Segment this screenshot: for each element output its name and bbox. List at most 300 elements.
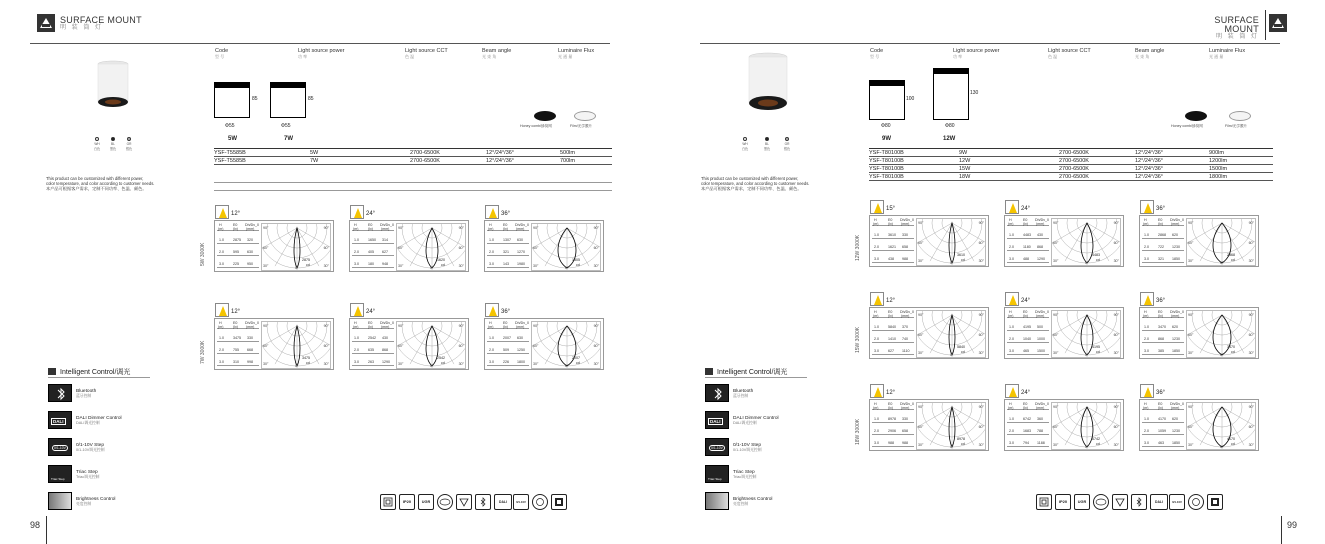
- polar-cd-unit: cd: [441, 263, 445, 267]
- photometry-value: 465: [1023, 349, 1029, 353]
- photometry-value: 1230: [1172, 245, 1180, 249]
- table-cell-beam: 12°/24°/36°: [486, 150, 515, 156]
- v010-text: 0/1-10V: [54, 446, 66, 450]
- photometry-value: 988: [888, 441, 894, 445]
- col-beam: Beam angle 光 束 角: [1135, 48, 1165, 59]
- control-rule: [48, 377, 150, 378]
- control-item-sublabel: 蓝牙控制: [733, 394, 749, 398]
- photometry-unit: (lx): [368, 325, 373, 329]
- photometry-row-label: 15W 3000K: [855, 326, 861, 353]
- photometry-unit: (mm): [1171, 222, 1180, 226]
- polar-angle-label: 90°: [263, 226, 269, 230]
- photometry-value: 1188: [1037, 441, 1045, 445]
- photometry-value: 1410: [888, 337, 896, 341]
- photometry-value: 3.0: [1144, 257, 1149, 261]
- photometry-card: [1139, 298, 1259, 359]
- col-cct: Light source CCT 色 温: [1048, 48, 1091, 59]
- beam-cone-icon: [870, 292, 884, 306]
- polar-angle-label: 0°: [1220, 445, 1224, 449]
- polar-diagram: [916, 218, 986, 266]
- polar-curve: [397, 322, 466, 369]
- polar-diagram: [1051, 402, 1121, 450]
- photometry-value: 755: [233, 348, 239, 352]
- polar-angle-label: 30°: [458, 264, 464, 268]
- photometry-unit: (mm): [246, 325, 255, 329]
- polar-cd-unit: cd: [306, 361, 310, 365]
- photometry-card: [1004, 390, 1124, 451]
- polar-angle-label: 90°: [1248, 313, 1254, 317]
- watt-label: 5W: [228, 136, 237, 142]
- photometry-value: 1059: [1158, 429, 1166, 433]
- photometry-card: [1139, 206, 1259, 267]
- photometry-value: 868: [1158, 337, 1164, 341]
- photometry-table: [1142, 218, 1184, 266]
- product-photo: [96, 60, 130, 110]
- col-power: Light source power 功 率: [298, 48, 345, 59]
- photometry-table: [217, 223, 259, 271]
- photometry-head: Dh/Dv_0: [515, 321, 529, 325]
- watt-label: 12W: [943, 136, 956, 142]
- polar-angle-label: 30°: [1053, 351, 1059, 355]
- photometry-header: [217, 223, 259, 231]
- polar-angle-label: 0°: [430, 364, 434, 368]
- product-photo: [747, 52, 789, 114]
- beam-cone-icon: [485, 303, 499, 317]
- polar-angle-label: 0°: [950, 353, 954, 357]
- option-white-dot: [95, 137, 99, 141]
- table-cell-beam: 12°/24°/36°: [486, 158, 515, 164]
- header-rule: [700, 43, 1280, 44]
- photometry-head: E0: [1023, 402, 1028, 406]
- control-item-sublabel: Triac调光控制: [76, 475, 100, 479]
- control-item-sublabel: DALI调光控制: [76, 421, 100, 425]
- option-black-dot: [111, 137, 115, 141]
- photometry-value: 430: [382, 336, 388, 340]
- photometry-head: H: [1144, 218, 1147, 222]
- polar-angle-label: 90°: [458, 226, 464, 230]
- film-label: Film/光学膜片: [1225, 124, 1248, 128]
- beam-angle-label: 12°: [231, 309, 241, 315]
- photometry-value: 788: [1037, 429, 1043, 433]
- polar-angle-label: 30°: [978, 259, 984, 263]
- option-black-dot: [765, 137, 769, 141]
- photometry-header: [1142, 310, 1184, 318]
- photometry-card: [349, 309, 469, 370]
- height-label: 100: [906, 96, 915, 102]
- photometry-value: 321: [1158, 257, 1164, 261]
- beam-cone-icon: [215, 205, 229, 219]
- photometry-row-label: 7W 3000K: [200, 340, 206, 364]
- beam-cone-icon: [1140, 292, 1154, 306]
- photometry-row: [352, 359, 394, 366]
- photometry-value: 2.0: [219, 348, 224, 352]
- product-description: This product can be customized with different power, color temperature, and color according to customer needs. 本产品可根据客户需求，定制不同功率、色温、颜色。: [701, 176, 810, 191]
- photometry-value: 998: [247, 360, 253, 364]
- ccc-icon: [437, 494, 453, 510]
- photometry-card: [869, 206, 989, 267]
- table-cell-power: 9W: [959, 150, 968, 156]
- photometry-value: 950: [247, 262, 253, 266]
- polar-angle-label: 90°: [1053, 313, 1059, 317]
- triangle-icon: [1112, 494, 1128, 510]
- honeycomb-swatch: [534, 111, 556, 121]
- photometry-row: [352, 335, 394, 342]
- photometry-card: [869, 298, 989, 359]
- polar-diagram: [396, 321, 466, 369]
- polar-angle-label: 90°: [978, 313, 984, 317]
- photometry-unit: (lx): [888, 222, 893, 226]
- photometry-value: 2.0: [874, 429, 879, 433]
- photometry-header: [1142, 402, 1184, 410]
- left-page: [0, 0, 662, 544]
- photometry-unit: (mm): [1171, 406, 1180, 410]
- photometry-row: [872, 416, 914, 423]
- polar-curve: [917, 219, 986, 266]
- photometry-head: Dh/Dv_0: [245, 223, 259, 227]
- photometry-value: 1230: [1172, 337, 1180, 341]
- photometry-row: [1142, 348, 1184, 355]
- control-item-label: Brightness Control: [76, 497, 116, 502]
- polar-cd-value: 4195: [1092, 345, 1100, 349]
- beam-angle-label: 12°: [886, 298, 896, 304]
- table-cell-cct: 2700-6500K: [1059, 166, 1089, 172]
- polar-angle-label: 30°: [323, 264, 329, 268]
- dimmer-cert-text: 0/1-10V: [1172, 500, 1182, 504]
- photometry-value: 1110: [902, 349, 910, 353]
- photometry-header: [487, 321, 529, 329]
- polar-angle-label: 90°: [978, 405, 984, 409]
- control-title: Intelligent Control/调光: [60, 369, 131, 376]
- polar-angle-label: 60°: [1248, 425, 1254, 429]
- photometry-value: 948: [382, 262, 388, 266]
- polar-angle-label: 30°: [1188, 443, 1194, 447]
- photometry-unit: (mm): [1036, 314, 1045, 318]
- photometry-unit: (lx): [1023, 314, 1028, 318]
- photometry-value: 1.0: [1144, 233, 1149, 237]
- photometry-value: 620: [1172, 417, 1178, 421]
- photometry-header: [872, 310, 914, 318]
- polar-cd-unit: cd: [961, 350, 965, 354]
- photometry-value: 3.0: [1009, 441, 1014, 445]
- photometry-value: 1.0: [219, 336, 224, 340]
- photometry-head: H: [354, 223, 357, 227]
- polar-angle-label: 60°: [458, 344, 464, 348]
- photometry-row: [1007, 416, 1049, 423]
- option-white-dot: [743, 137, 747, 141]
- polar-cd-value: 8978: [957, 437, 965, 441]
- photometry-value: 630: [517, 336, 523, 340]
- control-item-sublabel: 蓝牙控制: [76, 394, 92, 398]
- photometry-value: 1230: [1172, 429, 1180, 433]
- polar-angle-label: 30°: [533, 362, 539, 366]
- photometry-head: E0: [888, 218, 893, 222]
- ugr-icon: [418, 494, 434, 510]
- photometry-card: [869, 390, 989, 451]
- photometry-value: 3.0: [1144, 441, 1149, 445]
- photometry-table: [1142, 310, 1184, 358]
- page-number: 98: [30, 520, 41, 530]
- photometry-row: [872, 440, 914, 447]
- photometry-value: 226: [503, 360, 509, 364]
- polar-angle-label: 60°: [1188, 425, 1194, 429]
- photometry-value: 1850: [1172, 257, 1180, 261]
- photometry-unit: (m): [873, 406, 879, 410]
- polar-angle-label: 30°: [918, 443, 924, 447]
- photometry-value: 1.0: [219, 238, 224, 242]
- polar-angle-label: 90°: [398, 226, 404, 230]
- table-cell-flux: 500lm: [560, 150, 575, 156]
- photometry-unit: (mm): [516, 227, 525, 231]
- photometry-value: 868: [382, 348, 388, 352]
- beam-angle-label: 12°: [886, 390, 896, 396]
- triac-cert-icon: [1188, 494, 1204, 510]
- photometry-row: [352, 237, 394, 244]
- photometry-value: 988: [902, 441, 908, 445]
- polar-angle-label: 0°: [1085, 353, 1089, 357]
- ip20-icon: [1055, 494, 1071, 510]
- photometry-row: [1142, 336, 1184, 343]
- control-item-label: DALI Dimmer Control: [733, 416, 779, 421]
- photometry-row: [1142, 324, 1184, 331]
- polar-angle-label: 90°: [1188, 221, 1194, 225]
- polar-cd-value: 1620: [437, 258, 445, 262]
- polar-angle-label: 0°: [295, 266, 299, 270]
- control-item-sublabel: Triac调光控制: [733, 475, 757, 479]
- photometry-head: Dh/Dv_0: [1170, 310, 1184, 314]
- dimension-drawing: [869, 80, 905, 120]
- photometry-value: 1.0: [874, 417, 879, 421]
- photometry-unit: (m): [353, 325, 359, 329]
- control-item-label: Bluetooth: [733, 389, 754, 394]
- polar-diagram: [396, 223, 466, 271]
- photometry-value: 310: [233, 360, 239, 364]
- polar-diagram: [1051, 310, 1121, 358]
- polar-angle-label: 30°: [1248, 351, 1254, 355]
- photometry-head: Dh/Dv_0: [245, 321, 259, 325]
- photometry-value: 722: [1158, 245, 1164, 249]
- photometry-value: 2875: [233, 238, 241, 242]
- photometry-unit: (mm): [901, 314, 910, 318]
- photometry-table: [1007, 402, 1049, 450]
- photometry-value: 2.0: [1009, 429, 1014, 433]
- option-label: BL 黑色: [763, 142, 771, 151]
- polar-angle-label: 90°: [593, 324, 599, 328]
- polar-cd-value: 4483: [1092, 253, 1100, 257]
- photometry-value: 1290: [382, 360, 390, 364]
- photometry-value: 360: [1037, 417, 1043, 421]
- photometry-value: 635: [368, 348, 374, 352]
- polar-diagram: [1051, 218, 1121, 266]
- photometry-value: 330: [247, 336, 253, 340]
- photometry-table: [872, 218, 914, 266]
- option-silver-dot: [127, 137, 131, 141]
- photometry-value: 1500: [1037, 349, 1045, 353]
- dimension-drawing: [270, 82, 306, 118]
- photometry-value: 3.0: [354, 360, 359, 364]
- option-label: GR 银色: [125, 142, 133, 151]
- beam-angle-label: 24°: [1021, 206, 1031, 212]
- polar-cd-unit: cd: [1096, 350, 1100, 354]
- polar-angle-label: 60°: [1053, 425, 1059, 429]
- photometry-unit: (lx): [1158, 314, 1163, 318]
- polar-diagram: [1186, 218, 1256, 266]
- control-item-sublabel: 0/1-10V调光控制: [733, 448, 762, 452]
- table-cell-cct: 2700-6500K: [1059, 158, 1089, 164]
- option-label: WH 白色: [93, 142, 101, 151]
- polar-diagram: [916, 402, 986, 450]
- photometry-row: [872, 232, 914, 239]
- polar-angle-label: 30°: [978, 351, 984, 355]
- polar-angle-label: 60°: [978, 241, 984, 245]
- option-label: BL 黑色: [109, 142, 117, 151]
- photometry-value: 430: [1037, 233, 1043, 237]
- polar-cd-unit: cd: [1231, 442, 1235, 446]
- photometry-value: 3470: [1158, 325, 1166, 329]
- photometry-unit: (m): [1143, 406, 1149, 410]
- polar-cd-unit: cd: [441, 361, 445, 365]
- polar-angle-label: 0°: [1220, 353, 1224, 357]
- photometry-row: [487, 261, 529, 268]
- table-cell-cct: 2700-6500K: [1059, 150, 1089, 156]
- photometry-head: Dh/Dv_0: [1170, 218, 1184, 222]
- polar-angle-label: 60°: [1188, 333, 1194, 337]
- polar-angle-label: 60°: [1053, 241, 1059, 245]
- photometry-card: [484, 309, 604, 370]
- flicker-free-icon: [1207, 494, 1223, 510]
- photometry-unit: (lx): [1023, 406, 1028, 410]
- photometry-head: H: [1009, 310, 1012, 314]
- polar-angle-label: 60°: [1113, 333, 1119, 337]
- photometry-row: [487, 249, 529, 256]
- photometry-value: 1.0: [1144, 325, 1149, 329]
- photometry-row: [487, 237, 529, 244]
- polar-angle-label: 30°: [918, 351, 924, 355]
- table-cell-cct: 2700-6500K: [410, 150, 440, 156]
- triac-cert-icon: [532, 494, 548, 510]
- col-code: Code 型 号: [870, 48, 884, 59]
- control-item-sublabel: 0/1-10V调光控制: [76, 448, 105, 452]
- photometry-value: 3610: [888, 233, 896, 237]
- beam-cone-icon: [215, 303, 229, 317]
- polar-angle-label: 90°: [1053, 405, 1059, 409]
- photometry-value: 320: [247, 238, 253, 242]
- photometry-value: 3.0: [489, 360, 494, 364]
- photometry-header: [352, 223, 394, 231]
- beam-cone-icon: [870, 384, 884, 398]
- photometry-head: Dh/Dv_0: [1035, 218, 1049, 222]
- photometry-value: 2.0: [489, 250, 494, 254]
- polar-angle-label: 0°: [295, 364, 299, 368]
- table-cell-code: YSF-T80100B: [869, 158, 904, 164]
- polar-cd-value: 2868: [1227, 253, 1235, 257]
- photometry-header: [1142, 218, 1184, 226]
- photometry-value: 438: [888, 257, 894, 261]
- polar-angle-label: 0°: [565, 364, 569, 368]
- photometry-value: 8978: [888, 417, 896, 421]
- photometry-head: H: [874, 310, 877, 314]
- polar-cd-value: 3610: [957, 253, 965, 257]
- bluetooth-icon: [705, 384, 729, 402]
- photometry-header: [1007, 402, 1049, 410]
- polar-cd-value: 1305: [572, 258, 580, 262]
- photometry-head: Dh/Dv_0: [380, 321, 394, 325]
- photometry-head: H: [219, 321, 222, 325]
- polar-angle-label: 30°: [918, 259, 924, 263]
- photometry-value: 1980: [517, 262, 525, 266]
- photometry-card: [214, 309, 334, 370]
- photometry-unit: (mm): [901, 222, 910, 226]
- photometry-value: 488: [1023, 257, 1029, 261]
- photometry-value: 1307: [503, 238, 511, 242]
- polar-angle-label: 60°: [593, 246, 599, 250]
- photometry-head: Dh/Dv_0: [515, 223, 529, 227]
- table-row: [214, 149, 612, 157]
- photometry-head: H: [1009, 218, 1012, 222]
- polar-angle-label: 60°: [593, 344, 599, 348]
- photometry-unit: (mm): [381, 227, 390, 231]
- polar-angle-label: 0°: [1220, 261, 1224, 265]
- beam-cone-icon: [1140, 384, 1154, 398]
- photometry-value: 385: [1158, 349, 1164, 353]
- header-rule: [1265, 10, 1266, 40]
- photometry-head: H: [874, 218, 877, 222]
- table-row: [214, 157, 612, 165]
- photometry-value: 2007: [503, 336, 511, 340]
- photometry-table: [872, 310, 914, 358]
- option-label: WH 白色: [741, 142, 749, 151]
- photometry-unit: (m): [218, 325, 224, 329]
- dimmer-010v-icon: [48, 438, 72, 456]
- photometry-unit: (m): [1143, 314, 1149, 318]
- table-rule: [214, 182, 612, 183]
- polar-angle-label: 60°: [918, 425, 924, 429]
- film-swatch: [1229, 111, 1251, 121]
- photometry-row: [1142, 440, 1184, 447]
- polar-angle-label: 30°: [1053, 443, 1059, 447]
- photometry-unit: (lx): [233, 227, 238, 231]
- photometry-value: 630: [247, 250, 253, 254]
- ip-text: IP20: [402, 499, 412, 504]
- polar-angle-label: 30°: [263, 264, 269, 268]
- polar-diagram: [531, 321, 601, 369]
- col-cct: Light source CCT 色 温: [405, 48, 448, 59]
- photometry-value: 6742: [1023, 417, 1031, 421]
- polar-angle-label: 60°: [978, 333, 984, 337]
- photometry-head: Dh/Dv_0: [380, 223, 394, 227]
- polar-angle-label: 0°: [430, 266, 434, 270]
- photometry-unit: (lx): [503, 227, 508, 231]
- diameter-label: Φ55: [225, 123, 235, 129]
- table-cell-beam: 12°/24°/36°: [1135, 150, 1164, 156]
- photometry-value: 620: [1172, 233, 1178, 237]
- dimension-drawing: [933, 68, 969, 120]
- polar-angle-label: 60°: [1188, 241, 1194, 245]
- polar-angle-label: 90°: [918, 405, 924, 409]
- polar-cd-value: 4170: [1227, 437, 1235, 441]
- beam-cone-icon: [485, 205, 499, 219]
- col-code: Code 型 号: [215, 48, 229, 59]
- table-cell-code: YSF-T80100B: [869, 174, 904, 180]
- dimmer-cert-text: 0/1-10V: [516, 500, 526, 504]
- photometry-value: 370: [902, 325, 908, 329]
- brightness-icon: [48, 492, 72, 510]
- photometry-head: E0: [888, 402, 893, 406]
- photometry-value: 4170: [1158, 417, 1166, 421]
- table-cell-power: 5W: [310, 150, 319, 156]
- photometry-row: [1142, 244, 1184, 251]
- photometry-value: 180: [368, 262, 374, 266]
- triac-icon: [48, 465, 72, 483]
